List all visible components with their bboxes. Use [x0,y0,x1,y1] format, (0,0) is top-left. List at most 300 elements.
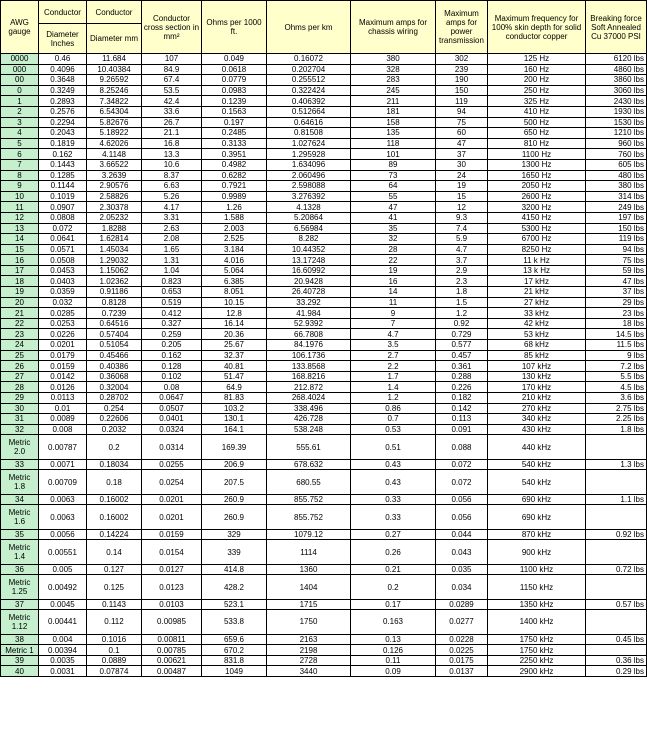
awg-cell: 33 [1,459,39,470]
breaking-force-cell: 1530 lbs [586,117,647,128]
cross-section-cell: 0.102 [142,371,202,382]
frequency-cell: 1400 kHz [488,610,586,634]
ohms-1000ft-cell: 51.47 [202,371,267,382]
diameter-mm-cell: 1.45034 [87,244,142,255]
frequency-cell: 410 Hz [488,106,586,117]
diameter-inches-cell: 0.0201 [39,340,87,351]
header-conductor-mm: Conductor [87,1,142,24]
ohms-1000ft-cell: 0.1563 [202,106,267,117]
ohms-km-cell: 2198 [267,645,351,656]
table-row [1,393,647,404]
breaking-force-cell: 14.5 lbs [586,329,647,340]
ohms-km-cell: 680.55 [267,470,351,494]
ohms-1000ft-cell: 130.1 [202,414,267,425]
amps-power-cell: 0.056 [436,494,488,505]
diameter-mm-cell: 0.18034 [87,459,142,470]
frequency-cell: 440 kHz [488,435,586,459]
frequency-cell: 85 kHz [488,350,586,361]
diameter-inches-cell: 0.01 [39,403,87,414]
awg-cell: Metric 1.25 [1,575,39,599]
breaking-force-cell: 605 lbs [586,159,647,170]
breaking-force-cell: 6120 lbs [586,54,647,65]
ohms-1000ft-cell: 25.67 [202,340,267,351]
amps-chassis-cell: 7 [351,318,436,329]
frequency-cell: 540 kHz [488,470,586,494]
diameter-mm-cell: 0.57404 [87,329,142,340]
frequency-cell: 130 kHz [488,371,586,382]
ohms-km-cell: 1750 [267,610,351,634]
ohms-1000ft-cell: 2.003 [202,223,267,234]
ohms-km-cell: 0.81508 [267,128,351,139]
header-awg-gauge: AWG gauge [1,1,39,54]
table-row [1,414,647,425]
diameter-mm-cell: 0.36068 [87,371,142,382]
diameter-inches-cell: 0.0159 [39,361,87,372]
frequency-cell: 1300 Hz [488,159,586,170]
diameter-mm-cell: 9.26592 [87,75,142,86]
frequency-cell: 5300 Hz [488,223,586,234]
ohms-km-cell: 10.44352 [267,244,351,255]
diameter-mm-cell: 2.30378 [87,202,142,213]
table-row [1,470,647,494]
ohms-km-cell: 16.60992 [267,265,351,276]
amps-chassis-cell: 16 [351,276,436,287]
amps-chassis-cell: 55 [351,191,436,202]
diameter-inches-cell: 0.00787 [39,435,87,459]
amps-power-cell: 0.0137 [436,666,488,677]
diameter-mm-cell: 0.127 [87,564,142,575]
ohms-1000ft-cell: 206.9 [202,459,267,470]
table-row [1,599,647,610]
amps-chassis-cell: 11 [351,297,436,308]
ohms-km-cell: 0.406392 [267,96,351,107]
diameter-inches-cell: 0.2576 [39,106,87,117]
breaking-force-cell: 2.25 lbs [586,414,647,425]
cross-section-cell: 13.3 [142,149,202,160]
frequency-cell: 170 kHz [488,382,586,393]
table-row [1,265,647,276]
ohms-km-cell: 1.027624 [267,138,351,149]
amps-chassis-cell: 0.51 [351,435,436,459]
amps-chassis-cell: 0.11 [351,655,436,666]
ohms-km-cell: 133.8568 [267,361,351,372]
amps-chassis-cell: 32 [351,234,436,245]
amps-chassis-cell: 0.126 [351,645,436,656]
ohms-km-cell: 678.632 [267,459,351,470]
table-row [1,138,647,149]
amps-power-cell: 60 [436,128,488,139]
awg-cell: 36 [1,564,39,575]
ohms-1000ft-cell: 260.9 [202,494,267,505]
diameter-inches-cell: 0.0045 [39,599,87,610]
frequency-cell: 68 kHz [488,340,586,351]
awg-cell: 31 [1,414,39,425]
frequency-cell: 900 kHz [488,540,586,564]
breaking-force-cell: 249 lbs [586,202,647,213]
ohms-1000ft-cell: 32.37 [202,350,267,361]
ohms-1000ft-cell: 3.184 [202,244,267,255]
diameter-inches-cell: 0.1819 [39,138,87,149]
diameter-mm-cell: 0.8128 [87,297,142,308]
cross-section-cell: 0.0254 [142,470,202,494]
diameter-mm-cell: 6.54304 [87,106,142,117]
amps-power-cell: 9.3 [436,212,488,223]
diameter-mm-cell: 7.34822 [87,96,142,107]
ohms-1000ft-cell: 1.588 [202,212,267,223]
frequency-cell: 21 kHz [488,287,586,298]
amps-chassis-cell: 9 [351,308,436,319]
ohms-1000ft-cell: 523.1 [202,599,267,610]
ohms-1000ft-cell: 0.7921 [202,181,267,192]
table-row [1,96,647,107]
diameter-mm-cell: 0.40386 [87,361,142,372]
amps-power-cell: 12 [436,202,488,213]
ohms-km-cell: 855.752 [267,494,351,505]
table-row [1,255,647,266]
diameter-inches-cell: 0.0142 [39,371,87,382]
cross-section-cell: 0.0159 [142,529,202,540]
ohms-km-cell: 20.9428 [267,276,351,287]
ohms-1000ft-cell: 169.39 [202,435,267,459]
awg-cell: 4 [1,128,39,139]
breaking-force-cell: 37 lbs [586,287,647,298]
amps-chassis-cell: 14 [351,287,436,298]
cross-section-cell: 1.65 [142,244,202,255]
diameter-inches-cell: 0.00394 [39,645,87,656]
ohms-1000ft-cell: 1.26 [202,202,267,213]
amps-chassis-cell: 2.7 [351,350,436,361]
ohms-1000ft-cell: 16.14 [202,318,267,329]
cross-section-cell: 16.8 [142,138,202,149]
diameter-mm-cell: 0.2 [87,435,142,459]
table-row [1,297,647,308]
ohms-1000ft-cell: 12.8 [202,308,267,319]
breaking-force-cell: 75 lbs [586,255,647,266]
awg-cell: Metric 1.12 [1,610,39,634]
awg-cell: 2 [1,106,39,117]
ohms-km-cell: 1114 [267,540,351,564]
breaking-force-cell: 380 lbs [586,181,647,192]
diameter-mm-cell: 4.1148 [87,149,142,160]
cross-section-cell: 0.0127 [142,564,202,575]
table-body [1,54,647,677]
cross-section-cell: 0.519 [142,297,202,308]
diameter-inches-cell: 0.0071 [39,459,87,470]
breaking-force-cell: 197 lbs [586,212,647,223]
cross-section-cell: 0.00621 [142,655,202,666]
diameter-mm-cell: 0.28702 [87,393,142,404]
amps-chassis-cell: 245 [351,85,436,96]
ohms-1000ft-cell: 103.2 [202,403,267,414]
awg-cell: 30 [1,403,39,414]
table-row [1,529,647,540]
frequency-cell: 870 kHz [488,529,586,540]
diameter-inches-cell: 0.0571 [39,244,87,255]
awg-cell: 9 [1,181,39,192]
header-diameter-inches: Diameter Inches [39,24,87,54]
frequency-cell: 1150 kHz [488,575,586,599]
awg-cell: 37 [1,599,39,610]
table-row [1,494,647,505]
ohms-1000ft-cell: 0.197 [202,117,267,128]
diameter-inches-cell: 0.0641 [39,234,87,245]
frequency-cell: 160 Hz [488,64,586,75]
cross-section-cell: 26.7 [142,117,202,128]
awg-cell: 23 [1,329,39,340]
diameter-inches-cell: 0.4096 [39,64,87,75]
ohms-km-cell: 0.202704 [267,64,351,75]
amps-power-cell: 0.577 [436,340,488,351]
diameter-inches-cell: 0.0453 [39,265,87,276]
frequency-cell: 1650 Hz [488,170,586,181]
amps-chassis-cell: 28 [351,244,436,255]
ohms-km-cell: 0.16072 [267,54,351,65]
awg-cell: 10 [1,191,39,202]
awg-cell: 8 [1,170,39,181]
amps-chassis-cell: 1.2 [351,393,436,404]
awg-cell: 1 [1,96,39,107]
breaking-force-cell [586,575,647,599]
breaking-force-cell: 960 lbs [586,138,647,149]
table-row [1,435,647,459]
amps-power-cell: 0.043 [436,540,488,564]
table-row [1,117,647,128]
diameter-inches-cell: 0.1443 [39,159,87,170]
frequency-cell: 270 kHz [488,403,586,414]
amps-power-cell: 0.729 [436,329,488,340]
cross-section-cell: 0.0401 [142,414,202,425]
frequency-cell: 430 kHz [488,424,586,435]
awg-cell: Metric 2.0 [1,435,39,459]
frequency-cell: 1100 Hz [488,149,586,160]
amps-chassis-cell: 0.7 [351,414,436,425]
cross-section-cell: 84.9 [142,64,202,75]
diameter-inches-cell: 0.00492 [39,575,87,599]
diameter-inches-cell: 0.0359 [39,287,87,298]
breaking-force-cell: 4860 lbs [586,64,647,75]
frequency-cell: 1100 kHz [488,564,586,575]
amps-chassis-cell: 118 [351,138,436,149]
table-row [1,350,647,361]
frequency-cell: 2250 kHz [488,655,586,666]
table-row [1,371,647,382]
frequency-cell: 650 Hz [488,128,586,139]
ohms-1000ft-cell: 0.0983 [202,85,267,96]
table-row [1,202,647,213]
breaking-force-cell: 0.72 lbs [586,564,647,575]
diameter-mm-cell: 1.02362 [87,276,142,287]
amps-chassis-cell: 0.43 [351,470,436,494]
amps-power-cell: 0.142 [436,403,488,414]
amps-power-cell: 47 [436,138,488,149]
ohms-km-cell: 168.8216 [267,371,351,382]
amps-power-cell: 0.088 [436,435,488,459]
breaking-force-cell [586,610,647,634]
awg-cell: 3 [1,117,39,128]
ohms-km-cell: 0.64616 [267,117,351,128]
header-max-frequency: Maximum frequency for 100% skin depth for solid conductor copper [488,1,586,54]
table-header [1,1,647,54]
amps-chassis-cell: 35 [351,223,436,234]
diameter-mm-cell: 0.112 [87,610,142,634]
breaking-force-cell [586,505,647,529]
table-row [1,181,647,192]
breaking-force-cell: 1210 lbs [586,128,647,139]
awg-cell: 14 [1,234,39,245]
awg-cell: Metric 1.6 [1,505,39,529]
amps-chassis-cell: 2.2 [351,361,436,372]
amps-chassis-cell: 3.5 [351,340,436,351]
frequency-cell: 690 kHz [488,494,586,505]
breaking-force-cell: 314 lbs [586,191,647,202]
cross-section-cell: 0.0324 [142,424,202,435]
ohms-1000ft-cell: 339 [202,540,267,564]
diameter-mm-cell: 0.1143 [87,599,142,610]
awg-cell: 21 [1,308,39,319]
diameter-mm-cell: 2.58826 [87,191,142,202]
breaking-force-cell: 5.5 lbs [586,371,647,382]
diameter-inches-cell: 0.1019 [39,191,87,202]
table-row [1,159,647,170]
diameter-inches-cell: 0.2294 [39,117,87,128]
amps-chassis-cell: 0.27 [351,529,436,540]
diameter-inches-cell: 0.008 [39,424,87,435]
cross-section-cell: 0.00487 [142,666,202,677]
cross-section-cell: 33.6 [142,106,202,117]
amps-power-cell: 0.0289 [436,599,488,610]
ohms-1000ft-cell: 20.36 [202,329,267,340]
cross-section-cell: 5.26 [142,191,202,202]
breaking-force-cell: 2430 lbs [586,96,647,107]
breaking-force-cell: 3.6 lbs [586,393,647,404]
table-row [1,318,647,329]
diameter-inches-cell: 0.0253 [39,318,87,329]
breaking-force-cell: 1.1 lbs [586,494,647,505]
awg-cell: 40 [1,666,39,677]
awg-cell: 00 [1,75,39,86]
table-row [1,540,647,564]
ohms-km-cell: 84.1976 [267,340,351,351]
cross-section-cell: 0.205 [142,340,202,351]
amps-power-cell: 239 [436,64,488,75]
awg-cell: 17 [1,265,39,276]
cross-section-cell: 0.653 [142,287,202,298]
table-row [1,106,647,117]
awg-cell: 27 [1,371,39,382]
diameter-mm-cell: 3.66522 [87,159,142,170]
diameter-mm-cell: 0.16002 [87,494,142,505]
frequency-cell: 42 kHz [488,318,586,329]
ohms-1000ft-cell: 2.525 [202,234,267,245]
breaking-force-cell: 3060 lbs [586,85,647,96]
breaking-force-cell: 2.75 lbs [586,403,647,414]
diameter-mm-cell: 1.8288 [87,223,142,234]
amps-power-cell: 5.9 [436,234,488,245]
amps-chassis-cell: 89 [351,159,436,170]
diameter-inches-cell: 0.0907 [39,202,87,213]
frequency-cell: 200 Hz [488,75,586,86]
amps-power-cell: 37 [436,149,488,160]
awg-cell: 0000 [1,54,39,65]
table-row [1,575,647,599]
diameter-mm-cell: 2.90576 [87,181,142,192]
diameter-mm-cell: 0.16002 [87,505,142,529]
frequency-cell: 17 kHz [488,276,586,287]
diameter-inches-cell: 0.0089 [39,414,87,425]
awg-cell: 11 [1,202,39,213]
header-cross-section [142,1,202,54]
ohms-1000ft-cell: 64.9 [202,382,267,393]
table-row [1,234,647,245]
table-row [1,424,647,435]
amps-power-cell: 15 [436,191,488,202]
ohms-1000ft-cell: 1049 [202,666,267,677]
amps-chassis-cell: 135 [351,128,436,139]
ohms-km-cell: 338.496 [267,403,351,414]
diameter-inches-cell: 0.0113 [39,393,87,404]
ohms-1000ft-cell: 831.8 [202,655,267,666]
header-ohms-per-km: Ohms per km [267,1,351,54]
breaking-force-cell: 11.5 lbs [586,340,647,351]
ohms-1000ft-cell: 10.15 [202,297,267,308]
amps-power-cell: 0.044 [436,529,488,540]
breaking-force-cell: 29 lbs [586,297,647,308]
amps-power-cell: 94 [436,106,488,117]
table-row [1,191,647,202]
table-row [1,54,647,65]
awg-cell: 24 [1,340,39,351]
diameter-mm-cell: 0.254 [87,403,142,414]
diameter-mm-cell: 0.7239 [87,308,142,319]
table-row [1,459,647,470]
amps-chassis-cell: 181 [351,106,436,117]
table-row [1,666,647,677]
diameter-inches-cell: 0.00551 [39,540,87,564]
amps-power-cell: 7.4 [436,223,488,234]
diameter-inches-cell: 0.46 [39,54,87,65]
awg-cell: 29 [1,393,39,404]
diameter-inches-cell: 0.0031 [39,666,87,677]
amps-power-cell: 0.361 [436,361,488,372]
table-row [1,276,647,287]
frequency-cell: 810 Hz [488,138,586,149]
ohms-km-cell: 106.1736 [267,350,351,361]
table-row [1,610,647,634]
ohms-km-cell: 2728 [267,655,351,666]
table-row [1,308,647,319]
cross-section-cell: 0.259 [142,329,202,340]
diameter-inches-cell: 0.0226 [39,329,87,340]
awg-cell: 16 [1,255,39,266]
ohms-1000ft-cell: 659.6 [202,634,267,645]
ohms-km-cell: 52.9392 [267,318,351,329]
cross-section-cell: 0.412 [142,308,202,319]
ohms-km-cell: 1404 [267,575,351,599]
cross-section-cell: 53.5 [142,85,202,96]
awg-cell: 12 [1,212,39,223]
amps-power-cell: 190 [436,75,488,86]
ohms-1000ft-cell: 428.2 [202,575,267,599]
diameter-inches-cell: 0.00441 [39,610,87,634]
diameter-inches-cell: 0.0035 [39,655,87,666]
cross-section-cell: 67.4 [142,75,202,86]
ohms-1000ft-cell: 0.6282 [202,170,267,181]
amps-power-cell: 0.182 [436,393,488,404]
header-cross-section-text: Conductor cross section in mm² [143,13,200,41]
awg-cell: 18 [1,276,39,287]
header-conductor-inches: Conductor [39,1,87,24]
frequency-cell: 2600 Hz [488,191,586,202]
